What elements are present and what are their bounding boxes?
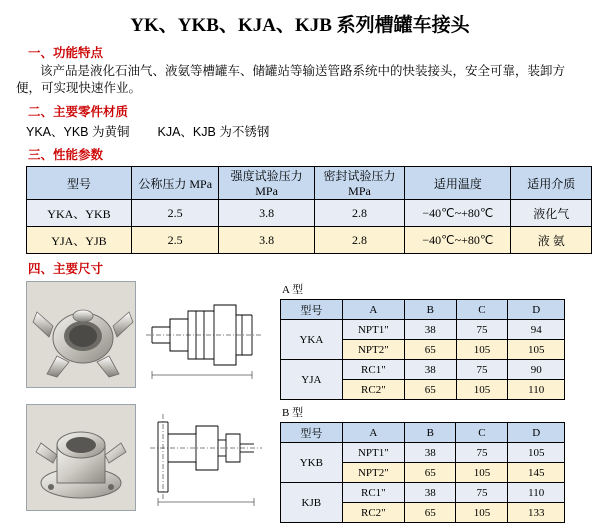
cell-a: RC1" bbox=[342, 483, 404, 503]
table-row bbox=[281, 320, 565, 340]
type-a-table bbox=[280, 299, 565, 400]
type-a-block bbox=[26, 281, 588, 400]
section-heading-performance: 三、性能参数 bbox=[28, 148, 104, 162]
cell-d: 105 bbox=[508, 443, 565, 463]
th-b: B bbox=[405, 300, 456, 320]
cell-c: 75 bbox=[456, 360, 508, 380]
material-line bbox=[26, 122, 588, 140]
cell-c: 105 bbox=[456, 503, 508, 523]
section-heading-material: 二、主要零件材质 bbox=[28, 105, 129, 119]
th-model: 型号 bbox=[281, 423, 343, 443]
th-temperature: 适用温度 bbox=[405, 167, 511, 200]
document-page bbox=[0, 10, 600, 526]
cell-model: YJA、YJB bbox=[27, 227, 132, 254]
th-model: 型号 bbox=[281, 300, 343, 320]
cell-b: 38 bbox=[405, 483, 456, 503]
cell-b: 38 bbox=[405, 320, 456, 340]
th-c: C bbox=[456, 423, 508, 443]
cell-model: KJB bbox=[281, 483, 343, 523]
section-heading-features: 一、功能特点 bbox=[28, 46, 104, 60]
cell-b: 38 bbox=[405, 443, 456, 463]
table-row bbox=[281, 443, 565, 463]
page-title: YK、YKB、KJA、KJB 系列槽罐车接头 bbox=[130, 15, 470, 36]
type-b-block bbox=[26, 404, 588, 523]
cell-medium: 液化气 bbox=[511, 200, 592, 227]
table-header-row bbox=[281, 423, 565, 443]
cell-a: NPT1" bbox=[342, 320, 404, 340]
cell-c: 75 bbox=[456, 320, 508, 340]
cell-strength-pressure: 3.8 bbox=[219, 227, 314, 254]
table-header-row bbox=[281, 300, 565, 320]
cell-b: 65 bbox=[405, 503, 456, 523]
cell-c: 105 bbox=[456, 463, 508, 483]
type-b-table bbox=[280, 422, 565, 523]
cell-a: NPT2" bbox=[342, 340, 404, 360]
cell-seal-pressure: 2.8 bbox=[314, 200, 405, 227]
type-a-label: A 型 bbox=[282, 284, 304, 296]
technical-drawing-type-a bbox=[144, 281, 266, 386]
th-a: A bbox=[342, 423, 404, 443]
type-a-table-wrap bbox=[280, 281, 565, 400]
cell-d: 94 bbox=[508, 320, 565, 340]
table-row bbox=[27, 200, 592, 227]
technical-drawing-type-b bbox=[144, 404, 266, 509]
th-medium: 适用介质 bbox=[511, 167, 592, 200]
cell-a: NPT2" bbox=[342, 463, 404, 483]
type-b-label: B 型 bbox=[282, 407, 304, 419]
cell-temperature: −40℃~+80℃ bbox=[405, 227, 511, 254]
cell-d: 133 bbox=[508, 503, 565, 523]
th-d: D bbox=[508, 300, 565, 320]
cell-c: 105 bbox=[456, 340, 508, 360]
th-c: C bbox=[456, 300, 508, 320]
material-left: YKA、YKB 为黄铜 bbox=[26, 125, 130, 139]
th-strength-pressure: 强度试验压力 MPa bbox=[219, 167, 314, 200]
cell-b: 65 bbox=[405, 380, 456, 400]
product-photo-type-a bbox=[26, 281, 136, 388]
cell-b: 65 bbox=[405, 340, 456, 360]
performance-table bbox=[26, 166, 592, 254]
cell-b: 65 bbox=[405, 463, 456, 483]
cell-c: 105 bbox=[456, 380, 508, 400]
cell-model: YKA、YKB bbox=[27, 200, 132, 227]
cell-c: 75 bbox=[456, 443, 508, 463]
cell-a: NPT1" bbox=[342, 443, 404, 463]
th-model: 型号 bbox=[27, 167, 132, 200]
cell-b: 38 bbox=[405, 360, 456, 380]
cell-model: YKB bbox=[281, 443, 343, 483]
cell-seal-pressure: 2.8 bbox=[314, 227, 405, 254]
cell-medium: 液 氨 bbox=[511, 227, 592, 254]
table-row bbox=[281, 483, 565, 503]
table-header-row bbox=[27, 167, 592, 200]
cell-d: 145 bbox=[508, 463, 565, 483]
cell-d: 110 bbox=[508, 380, 565, 400]
cell-model: YKA bbox=[281, 320, 343, 360]
material-right: KJA、KJB 为不锈钢 bbox=[157, 125, 270, 139]
dimensions-area bbox=[12, 281, 588, 523]
cell-nominal-pressure: 2.5 bbox=[131, 227, 219, 254]
table-row bbox=[27, 227, 592, 254]
cell-d: 90 bbox=[508, 360, 565, 380]
cell-c: 75 bbox=[456, 483, 508, 503]
product-photo-type-b bbox=[26, 404, 136, 511]
cell-a: RC2" bbox=[342, 380, 404, 400]
cell-a: RC1" bbox=[342, 360, 404, 380]
th-b: B bbox=[405, 423, 456, 443]
cell-a: RC2" bbox=[342, 503, 404, 523]
th-a: A bbox=[342, 300, 404, 320]
cell-temperature: −40℃~+80℃ bbox=[405, 200, 511, 227]
th-d: D bbox=[508, 423, 565, 443]
section-heading-dimensions: 四、主要尺寸 bbox=[28, 262, 104, 276]
table-row bbox=[281, 360, 565, 380]
cell-nominal-pressure: 2.5 bbox=[131, 200, 219, 227]
cell-strength-pressure: 3.8 bbox=[219, 200, 314, 227]
th-seal-pressure: 密封试验压力 MPa bbox=[314, 167, 405, 200]
features-text: 该产品是液化石油气、液氨等槽罐车、储罐站等输送管路系统中的快装接头，安全可靠，装卸方便，可实现快速作业。 bbox=[16, 64, 566, 95]
cell-d: 105 bbox=[508, 340, 565, 360]
type-b-table-wrap bbox=[280, 404, 565, 523]
cell-model: YJA bbox=[281, 360, 343, 400]
th-nominal-pressure: 公称压力 MPa bbox=[131, 167, 219, 200]
cell-d: 110 bbox=[508, 483, 565, 503]
